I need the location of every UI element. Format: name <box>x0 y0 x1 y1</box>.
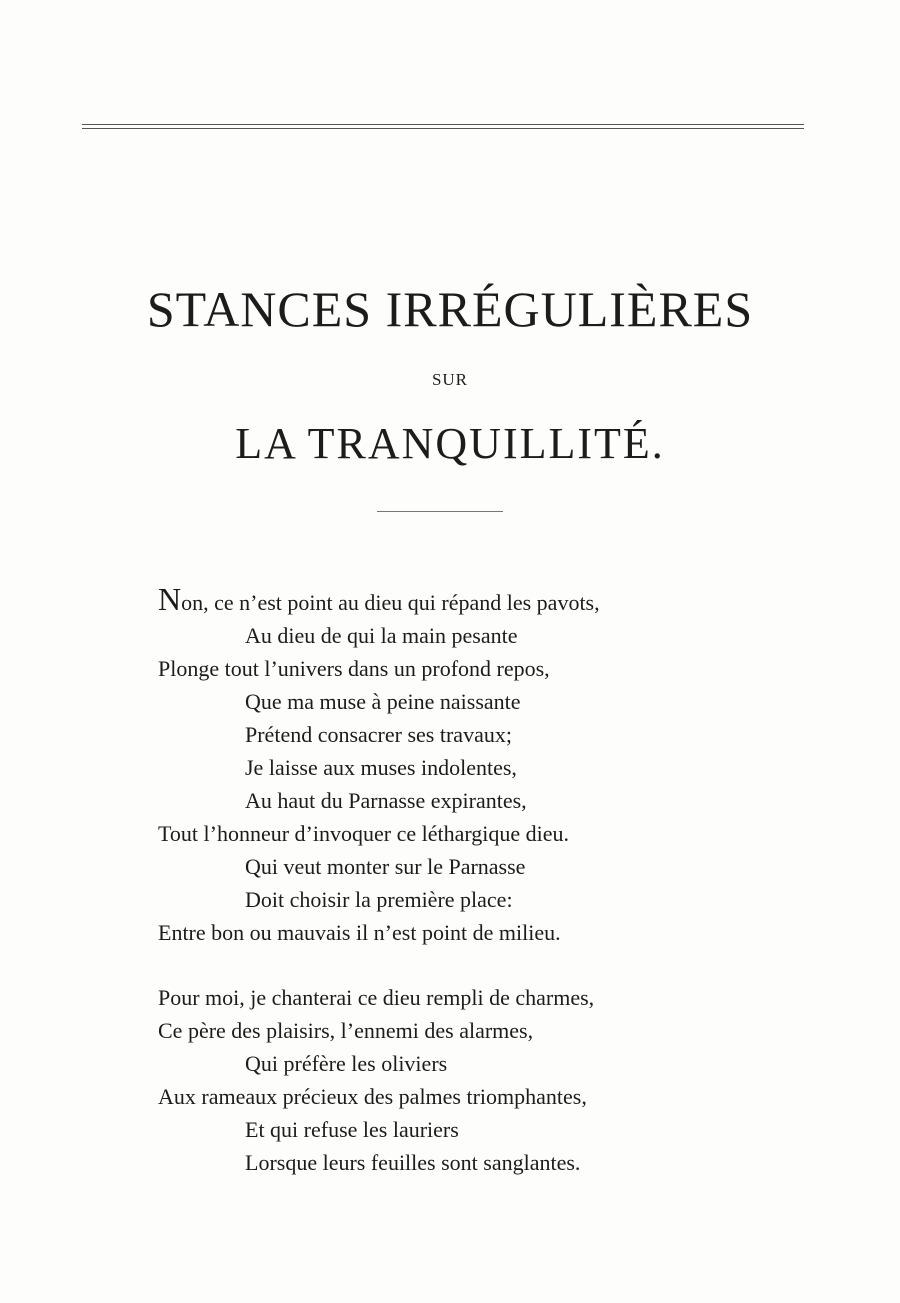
verse: Au haut du Parnasse expirantes, <box>245 788 527 813</box>
verse: Plonge tout l’univers dans un profond repos, <box>158 656 550 681</box>
section-divider <box>377 511 503 512</box>
verse: Doit choisir la première place: <box>245 887 513 912</box>
verse: Entre bon ou mauvais il n’est point de milieu. <box>158 920 561 945</box>
verse: Je laisse aux muses indolentes, <box>245 755 517 780</box>
title-connector: SUR <box>431 370 469 389</box>
verse: Tout l’honneur d’invoquer ce léthargique dieu. <box>158 821 570 846</box>
verse-text: on, ce n’est point au dieu qui répand les pavots, <box>181 590 600 615</box>
verse: Que ma muse à peine naissante <box>245 689 521 714</box>
stanza-1 <box>158 581 778 949</box>
verse: Et qui refuse les lauriers <box>245 1117 459 1142</box>
verse <box>158 581 778 619</box>
verse: Lorsque leurs feuilles sont sanglantes. <box>245 1150 581 1175</box>
verse: Aux rameaux précieux des palmes triomphantes, <box>158 1084 587 1109</box>
verse: Qui préfère les oliviers <box>245 1051 448 1076</box>
page-title: STANCES IRRÉGULIÈRES <box>146 281 754 337</box>
stanza-2 <box>158 981 778 1179</box>
verse: Qui veut monter sur le Parnasse <box>245 854 526 879</box>
drop-cap: N <box>158 581 182 617</box>
page-subtitle: LA TRANQUILLITÉ. <box>235 419 665 468</box>
verse: Ce père des plaisirs, l’ennemi des alarmes, <box>158 1018 534 1043</box>
verse: Prétend consacrer ses travaux; <box>245 722 512 747</box>
verse: Au dieu de qui la main pesante <box>245 623 518 648</box>
top-rule <box>82 124 804 129</box>
verse: Pour moi, je chanterai ce dieu rempli de charmes, <box>158 985 595 1010</box>
